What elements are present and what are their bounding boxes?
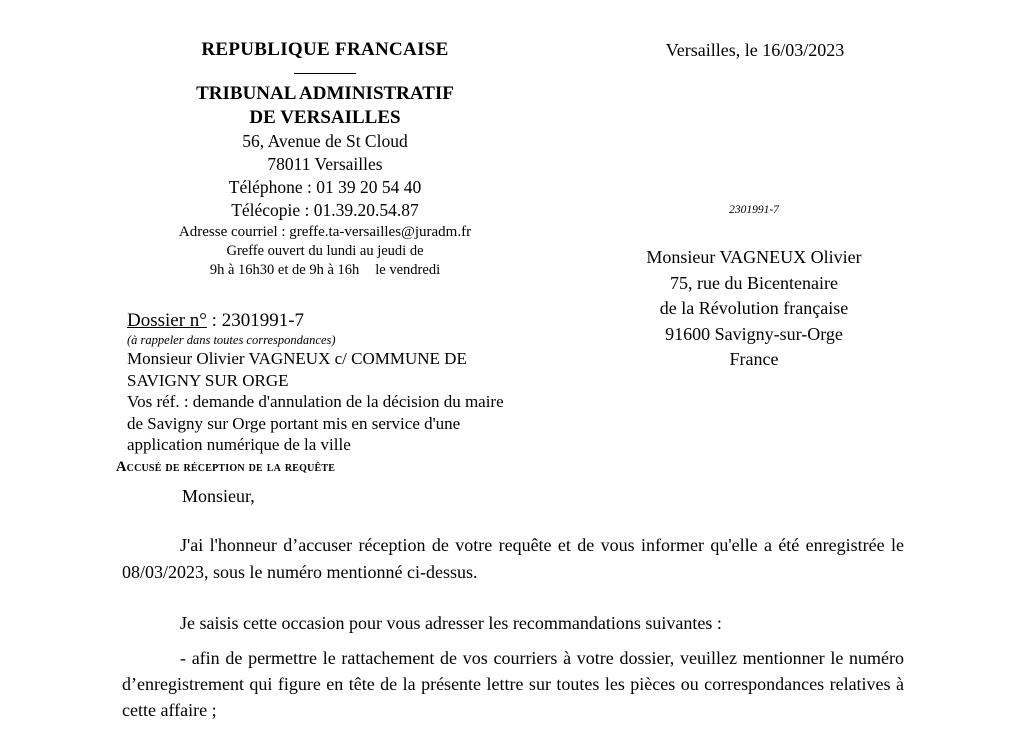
- dossier-party-line1: Monsieur Olivier VAGNEUX c/ COMMUNE DE: [127, 349, 467, 368]
- court-name-line2: DE VERSAILLES: [249, 107, 401, 128]
- letter-subject: Accusé de réception de la requête: [116, 458, 336, 475]
- recipient-name: Monsieur VAGNEUX Olivier: [646, 247, 862, 267]
- body-paragraph-2: Je saisis cette occasion pour vous adresser les recommandations suivantes :: [180, 613, 722, 633]
- dossier-separator: :: [206, 310, 222, 331]
- dossier-block: [116, 308, 536, 477]
- letter-body: [122, 484, 904, 723]
- dossier-your-ref-line3: application numérique de la ville: [127, 435, 351, 454]
- court-hours-line1: Greffe ouvert du lundi au jeudi de: [226, 243, 424, 259]
- letterhead: [120, 38, 530, 280]
- recipient-country: France: [729, 349, 779, 369]
- body-paragraph-1: J'ai l'honneur d’accuser réception de votre requête et de vous informer qu'elle a été enregistrée le 08/03/2023, sous le numéro mentionné ci-dessus.: [122, 535, 904, 582]
- republic-title: REPUBLIQUE FRANCAISE: [201, 39, 449, 60]
- court-email: Adresse courriel : greffe.ta-versailles@juradm.fr: [178, 224, 472, 240]
- court-hours-friday: le vendredi: [375, 262, 441, 278]
- court-hours-line2: [120, 261, 530, 280]
- court-fax: Télécopie : 01.39.20.54.87: [231, 200, 419, 220]
- dossier-label: Dossier n°: [127, 310, 207, 331]
- recipient-address-block: [600, 245, 908, 373]
- court-name-line1: TRIBUNAL ADMINISTRATIF: [196, 83, 454, 104]
- recipient-address-line1: 75, rue du Bicentenaire: [670, 272, 838, 293]
- court-city: 78011 Versailles: [267, 154, 383, 174]
- dossier-your-ref-line2: de Savigny sur Orge portant mis en service d'une: [127, 413, 461, 433]
- recipient-address-line2: de la Révolution française: [659, 298, 849, 318]
- dossier-note: (à rappeler dans toutes correspondances): [127, 333, 336, 347]
- dossier-number: 2301991-7: [221, 310, 305, 331]
- recipient-reference-number: 2301991-7: [729, 204, 779, 216]
- court-phone: Téléphone : 01 39 20 54 40: [228, 177, 422, 197]
- letter-date: Versailles, le 16/03/2023: [665, 40, 845, 60]
- court-hours-weekdays: 9h à 16h30 et de 9h à 16h: [209, 262, 360, 278]
- salutation: Monsieur,: [182, 486, 255, 506]
- body-paragraph-3: - afin de permettre le rattachement de vos courriers à votre dossier, veuillez mentionner le numéro d’enregistrement qui figure en tête de la présente lettre sur toutes les pièces ou correspondances relatives à cette affaire ;: [122, 648, 904, 720]
- court-street: 56, Avenue de St Cloud: [242, 131, 408, 151]
- dossier-party-line2: SAVIGNY SUR ORGE: [127, 370, 289, 390]
- recipient-address-line3: 91600 Savigny-sur-Orge: [665, 323, 843, 344]
- dossier-your-ref-line1: Vos réf. : demande d'annulation de la décision du maire: [127, 392, 504, 411]
- letterhead-divider: [294, 73, 356, 74]
- dossier-heading: [116, 308, 536, 333]
